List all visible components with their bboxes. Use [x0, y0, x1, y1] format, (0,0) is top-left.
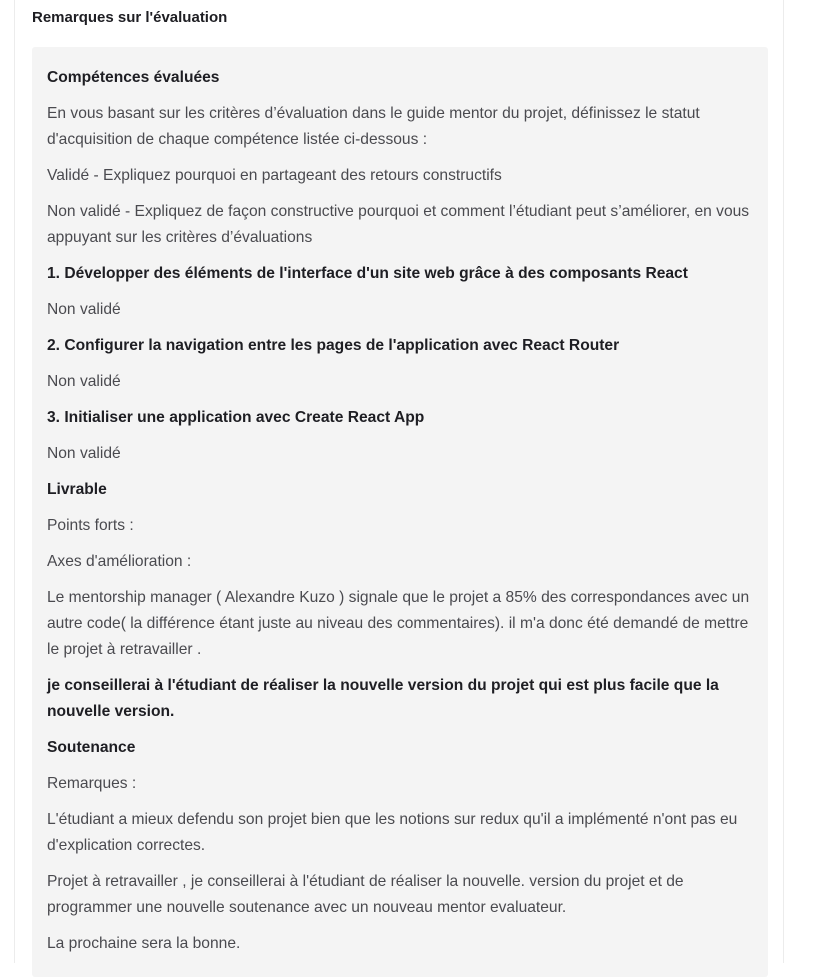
- paragraph-closing: La prochaine sera la bonne.: [47, 935, 241, 952]
- section-title: Remarques sur l'évaluation: [32, 9, 228, 26]
- heading-livrable: Livrable: [47, 481, 107, 498]
- competence-3-title: 3. Initialiser une application avec Create React App: [47, 409, 425, 426]
- heading-soutenance: Soutenance: [47, 739, 136, 756]
- remarques-label: Remarques :: [47, 775, 137, 792]
- remarks-box: [32, 47, 768, 977]
- points-forts: Points forts :: [47, 517, 134, 534]
- competence-2-status: Non validé: [47, 373, 121, 390]
- axes-amelioration: Axes d'amélioration :: [47, 553, 192, 570]
- heading-competences: Compétences évaluées: [47, 69, 220, 86]
- competence-2-title: 2. Configurer la navigation entre les pages de l'application avec React Router: [47, 337, 620, 354]
- paragraph-mentorship-manager: Le mentorship manager ( Alexandre Kuzo ) signale que le projet a 85% des correspondances avec un autre code( la différence étant juste au niveau des commentaires). il m'a donc été demandé de mettre le projet à retravailler .: [47, 589, 750, 658]
- competence-3-status: Non validé: [47, 445, 121, 462]
- paragraph-defense: L'étudiant a mieux defendu son projet bien que les notions sur redux qu'il a implémenté n'ont pas eu d'explication correctes.: [47, 811, 738, 854]
- paragraph-non-valide: Non validé - Expliquez de façon constructive pourquoi et comment l’étudiant peut s’améliorer, en vous appuyant sur les critères d’évaluations: [47, 203, 750, 246]
- paragraph-retravailler: Projet à retravailler , je conseillerai à l'étudiant de réaliser la nouvelle. version du projet et de programmer une nouvelle soutenance avec un nouveau mentor evaluateur.: [47, 873, 684, 916]
- paragraph-instructions: En vous basant sur les critères d’évaluation dans le guide mentor du projet, définissez le statut d'acquisition de chaque compétence listée ci-dessous :: [47, 105, 700, 148]
- competence-1-title: 1. Développer des éléments de l'interface d'un site web grâce à des composants React: [47, 265, 688, 282]
- remarks-content: [47, 65, 759, 967]
- evaluation-remarks-panel: [14, 0, 784, 963]
- paragraph-recommendation: je conseillerai à l'étudiant de réaliser la nouvelle version du projet qui est plus facile que la nouvelle version.: [47, 677, 719, 720]
- paragraph-valide: Validé - Expliquez pourquoi en partageant des retours constructifs: [47, 167, 502, 184]
- competence-1-status: Non validé: [47, 301, 121, 318]
